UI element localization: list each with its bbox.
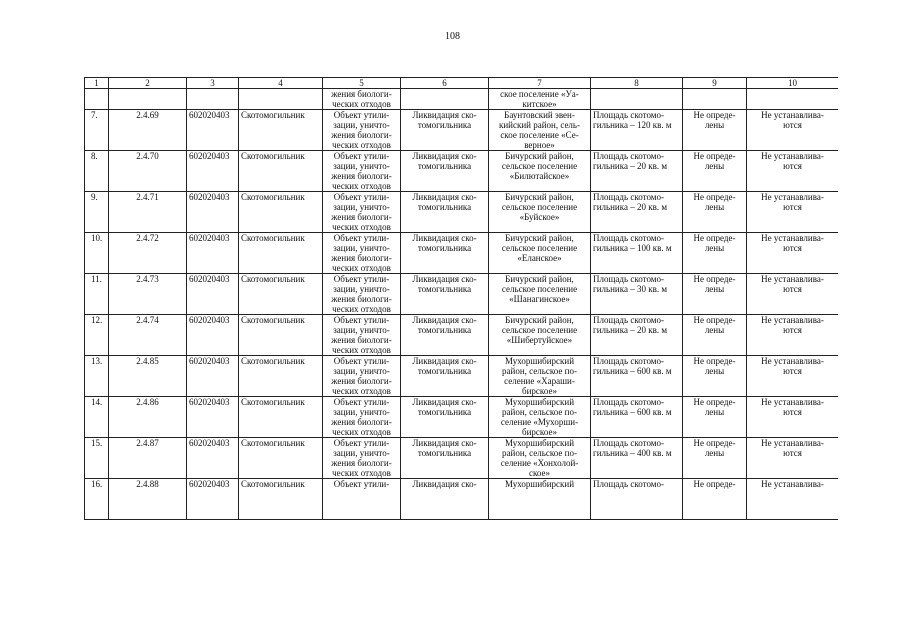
cell-object-purpose: Объект утили- зации, уничто- жения биологи- ческих отходов xyxy=(323,315,401,356)
cell-restrictions: Не устанавлива- ются xyxy=(747,192,839,233)
cell-item-code: 2.4.85 xyxy=(109,356,187,397)
cell-location: Мухоршибирский xyxy=(489,479,591,520)
cell-location: Бичурский район, сельское поселение «Шанагинское» xyxy=(489,274,591,315)
cell-empty xyxy=(591,89,683,110)
cell-restrictions: Не устанавлива- ются xyxy=(747,315,839,356)
cell-characteristics: Площадь скотомо- гильника – 20 кв. м xyxy=(591,192,683,233)
cell-restrictions: Не устанавлива- ются xyxy=(747,397,839,438)
column-number: 4 xyxy=(239,78,323,89)
cell-object-purpose: Объект утили- зации, уничто- жения биологи- ческих отходов xyxy=(323,438,401,479)
cell-location: Бичурский район, сельское поселение «Шибертуйское» xyxy=(489,315,591,356)
cell-zone: Не опреде- лены xyxy=(683,233,747,274)
table-row xyxy=(85,315,839,356)
column-number: 1 xyxy=(85,78,109,89)
cell-action: Ликвидация ско- томогильника xyxy=(401,315,489,356)
cell-row-number: 12. xyxy=(85,315,109,356)
cell-location: Мухоршибирский район, сельское по- селение «Хараши- бирское» xyxy=(489,356,591,397)
cell-empty xyxy=(85,89,109,110)
cell-restrictions: Не устанавлива- ются xyxy=(747,356,839,397)
cell-characteristics: Площадь скотомо- гильника – 100 кв. м xyxy=(591,233,683,274)
cell-characteristics: Площадь скотомо- гильника – 120 кв. м xyxy=(591,110,683,151)
cell-object-name: Скотомогильник xyxy=(239,356,323,397)
table-container xyxy=(84,77,838,578)
table-row xyxy=(85,479,839,520)
cell-item-code: 2.4.86 xyxy=(109,397,187,438)
cell-restrictions: Не устанавлива- ются xyxy=(747,438,839,479)
cell-characteristics: Площадь скотомо- гильника – 30 кв. м xyxy=(591,274,683,315)
continued-row xyxy=(85,89,839,110)
cell-row-number: 8. xyxy=(85,151,109,192)
table-body xyxy=(85,78,839,520)
cell-restrictions: Не устанавлива- ются xyxy=(747,151,839,192)
cell-classifier-code: 602020403 xyxy=(187,192,239,233)
cell-object-purpose: Объект утили- зации, уничто- жения биологи- ческих отходов xyxy=(323,397,401,438)
table-row xyxy=(85,151,839,192)
cell-row-number: 7. xyxy=(85,110,109,151)
cell-item-code: 2.4.87 xyxy=(109,438,187,479)
cell-object-purpose: Объект утили- зации, уничто- жения биологи- ческих отходов xyxy=(323,192,401,233)
cell-zone: Не опреде- лены xyxy=(683,110,747,151)
cell-empty xyxy=(187,89,239,110)
cell-characteristics: Площадь скотомо- гильника – 600 кв. м xyxy=(591,397,683,438)
cell-row-number: 10. xyxy=(85,233,109,274)
cell-object-purpose: Объект утили- зации, уничто- жения биологи- ческих отходов xyxy=(323,110,401,151)
cell-empty xyxy=(683,89,747,110)
column-number: 3 xyxy=(187,78,239,89)
column-number: 8 xyxy=(591,78,683,89)
cell-zone: Не опреде- лены xyxy=(683,356,747,397)
cell-row-number: 16. xyxy=(85,479,109,520)
cell-location: Бичурский район, сельское поселение «Буйское» xyxy=(489,192,591,233)
cell-item-code: 2.4.70 xyxy=(109,151,187,192)
cell-empty xyxy=(109,89,187,110)
cell-zone: Не опреде- лены xyxy=(683,397,747,438)
cell-object-name: Скотомогильник xyxy=(239,315,323,356)
cell-object-name: Скотомогильник xyxy=(239,438,323,479)
cell-location: ское поселение «Уа- китское» xyxy=(489,89,591,110)
column-number: 6 xyxy=(401,78,489,89)
cell-object-purpose: Объект утили- зации, уничто- жения биологи- ческих отходов xyxy=(323,356,401,397)
cell-classifier-code: 602020403 xyxy=(187,315,239,356)
cell-zone: Не опреде- лены xyxy=(683,192,747,233)
page-number: 108 xyxy=(445,31,460,42)
cell-location: Баунтовский эвен- кийский район, сель- ское поселение «Се- верное» xyxy=(489,110,591,151)
cell-object-name: Скотомогильник xyxy=(239,110,323,151)
column-number-row xyxy=(85,78,839,89)
cell-object-purpose: Объект утили- зации, уничто- жения биологи- ческих отходов xyxy=(323,233,401,274)
cell-classifier-code: 602020403 xyxy=(187,438,239,479)
table-row xyxy=(85,356,839,397)
register-table xyxy=(84,77,838,520)
cell-object-name: Скотомогильник xyxy=(239,274,323,315)
cell-classifier-code: 602020403 xyxy=(187,151,239,192)
cell-action: Ликвидация ско- томогильника xyxy=(401,192,489,233)
cell-object-purpose: Объект утили- зации, уничто- жения биологи- ческих отходов xyxy=(323,151,401,192)
column-number: 10 xyxy=(747,78,839,89)
cell-classifier-code: 602020403 xyxy=(187,356,239,397)
cell-zone: Не опреде- лены xyxy=(683,274,747,315)
cell-classifier-code: 602020403 xyxy=(187,233,239,274)
cell-item-code: 2.4.72 xyxy=(109,233,187,274)
cell-row-number: 9. xyxy=(85,192,109,233)
cell-action: Ликвидация ско- томогильника xyxy=(401,438,489,479)
cell-action: Ликвидация ско- томогильника xyxy=(401,274,489,315)
cell-row-number: 13. xyxy=(85,356,109,397)
cell-row-number: 14. xyxy=(85,397,109,438)
cell-classifier-code: 602020403 xyxy=(187,110,239,151)
column-number: 7 xyxy=(489,78,591,89)
cell-item-code: 2.4.88 xyxy=(109,479,187,520)
cell-empty xyxy=(401,89,489,110)
cell-item-code: 2.4.73 xyxy=(109,274,187,315)
cell-classifier-code: 602020403 xyxy=(187,479,239,520)
cell-characteristics: Площадь скотомо- xyxy=(591,479,683,520)
cell-restrictions: Не устанавлива- ются xyxy=(747,233,839,274)
cell-object-purpose: Объект утили- зации, уничто- жения биологи- ческих отходов xyxy=(323,274,401,315)
cell-empty xyxy=(239,89,323,110)
table-row xyxy=(85,233,839,274)
table-row xyxy=(85,274,839,315)
cell-action: Ликвидация ско- томогильника xyxy=(401,151,489,192)
column-number: 5 xyxy=(323,78,401,89)
cell-location: Мухоршибирский район, сельское по- селение «Мухорши- бирское» xyxy=(489,397,591,438)
cell-restrictions: Не устанавлива- ются xyxy=(747,274,839,315)
column-number: 9 xyxy=(683,78,747,89)
cell-location: Бичурский район, сельское поселение «Билютайское» xyxy=(489,151,591,192)
table-row xyxy=(85,110,839,151)
cell-object-name: Скотомогильник xyxy=(239,479,323,520)
cell-object-name: Скотомогильник xyxy=(239,192,323,233)
column-number: 2 xyxy=(109,78,187,89)
cell-row-number: 15. xyxy=(85,438,109,479)
cell-item-code: 2.4.74 xyxy=(109,315,187,356)
cell-characteristics: Площадь скотомо- гильника – 600 кв. м xyxy=(591,356,683,397)
cell-classifier-code: 602020403 xyxy=(187,397,239,438)
cell-row-number: 11. xyxy=(85,274,109,315)
cell-restrictions: Не устанавлива- xyxy=(747,479,839,520)
cell-characteristics: Площадь скотомо- гильника – 20 кв. м xyxy=(591,315,683,356)
cell-object-purpose: жения биологи- ческих отходов xyxy=(323,89,401,110)
cell-empty xyxy=(747,89,839,110)
table-row xyxy=(85,192,839,233)
cell-restrictions: Не устанавлива- ются xyxy=(747,110,839,151)
cell-location: Бичурский район, сельское поселение «Еланское» xyxy=(489,233,591,274)
cell-characteristics: Площадь скотомо- гильника – 20 кв. м xyxy=(591,151,683,192)
cell-characteristics: Площадь скотомо- гильника – 400 кв. м xyxy=(591,438,683,479)
cell-action: Ликвидация ско- томогильника xyxy=(401,356,489,397)
cell-object-purpose: Объект утили- xyxy=(323,479,401,520)
cell-zone: Не опреде- xyxy=(683,479,747,520)
cell-object-name: Скотомогильник xyxy=(239,233,323,274)
cell-action: Ликвидация ско- xyxy=(401,479,489,520)
cell-action: Ликвидация ско- томогильника xyxy=(401,233,489,274)
cell-zone: Не опреде- лены xyxy=(683,151,747,192)
cell-zone: Не опреде- лены xyxy=(683,315,747,356)
cell-zone: Не опреде- лены xyxy=(683,438,747,479)
cell-action: Ликвидация ско- томогильника xyxy=(401,110,489,151)
cell-item-code: 2.4.69 xyxy=(109,110,187,151)
cell-item-code: 2.4.71 xyxy=(109,192,187,233)
table-row xyxy=(85,438,839,479)
cell-action: Ликвидация ско- томогильника xyxy=(401,397,489,438)
cell-classifier-code: 602020403 xyxy=(187,274,239,315)
cell-object-name: Скотомогильник xyxy=(239,397,323,438)
cell-object-name: Скотомогильник xyxy=(239,151,323,192)
table-row xyxy=(85,397,839,438)
cell-location: Мухоршибирский район, сельское по- селение «Хонхолой- ское» xyxy=(489,438,591,479)
